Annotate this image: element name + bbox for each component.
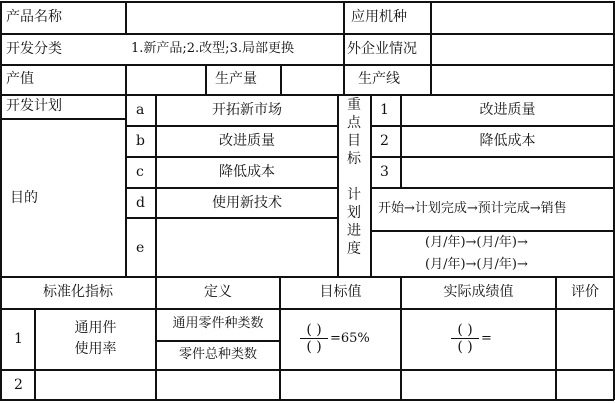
actual-fraction [451,323,479,354]
key-target-num: 3 [380,164,389,180]
rule [125,125,337,127]
application-model-label: 应用机种 [351,9,407,25]
rule [370,94,372,276]
rule [155,340,279,342]
rule [155,94,157,276]
rule [370,187,614,189]
rule [280,64,282,94]
plan-code: e [136,240,145,256]
metric-name-line2: 使用率 [74,341,117,357]
metric-row-num: 2 [14,377,23,393]
rule [0,1,2,400]
rule [0,64,614,66]
rule [613,1,615,400]
target-value: =65% [330,331,370,346]
plan-text: 开拓新市场 [212,102,282,118]
target-fraction-bottom: ( ) [306,339,322,355]
rule [125,217,337,219]
rule [343,1,345,94]
plan-code: d [136,195,145,211]
schedule-dates-line2: (月/年)→(月/年)→ [425,257,528,272]
plan-text: 使用新技术 [212,195,282,211]
rule [0,33,614,35]
dev-category-label: 开发分类 [6,41,62,57]
plan-code: c [136,164,144,180]
rule [205,64,207,94]
external-situation-label: 外企业情况 [347,41,417,57]
rule [0,118,125,120]
rule [370,156,614,158]
dev-plan-label: 开发计划 [6,98,62,114]
rule [370,230,614,232]
target-fraction [300,323,328,354]
schedule-label: 计划进度 [347,187,361,257]
rule [0,308,614,310]
metric-name-line1: 通用件 [74,320,117,336]
rule [125,1,127,33]
product-name-label: 产品名称 [6,9,62,25]
plan-text: 改进质量 [219,133,275,149]
dev-category-options: 1.新产品;2.改型;3.局部更换 [131,41,294,56]
production-line-label: 生产线 [358,71,400,87]
rule [430,1,432,94]
target-header: 目标值 [319,284,362,300]
key-target-text: 改进质量 [479,102,536,118]
key-target-num: 1 [380,102,389,118]
schedule-dates-line1: (月/年)→(月/年)→ [425,235,528,250]
production-volume-label: 生产量 [215,71,257,87]
actual-fraction-bottom: ( ) [457,339,473,355]
target-fraction-top: ( ) [306,322,322,338]
rule [0,276,614,278]
key-target-text: 降低成本 [479,133,536,149]
actual-value: = [481,331,492,346]
rule [0,1,614,3]
metric-row-num: 1 [14,331,23,347]
rule [125,64,127,276]
rule [370,125,614,127]
evaluation-header: 评价 [571,284,599,300]
rule [125,187,337,189]
definition-denominator: 零件总种类数 [178,347,257,362]
plan-text: 降低成本 [219,164,275,180]
key-target-num: 2 [380,133,389,149]
output-value-label: 产值 [6,71,34,87]
indicator-header: 标准化指标 [43,284,113,300]
plan-code: a [136,102,145,118]
actual-fraction-top: ( ) [457,322,473,338]
purpose-label: 目的 [10,190,38,206]
actual-header: 实际成绩值 [443,284,514,300]
rule [125,156,337,158]
rule [0,369,614,371]
definition-numerator: 通用零件种类数 [172,316,264,331]
key-targets-label: 重点目标 [347,97,361,167]
rule [0,399,614,401]
plan-code: b [136,133,145,149]
definition-header: 定义 [204,284,232,300]
schedule-flow: 开始→计划完成→预计完成→销售 [378,201,567,216]
rule [337,94,339,276]
rule [0,94,614,96]
